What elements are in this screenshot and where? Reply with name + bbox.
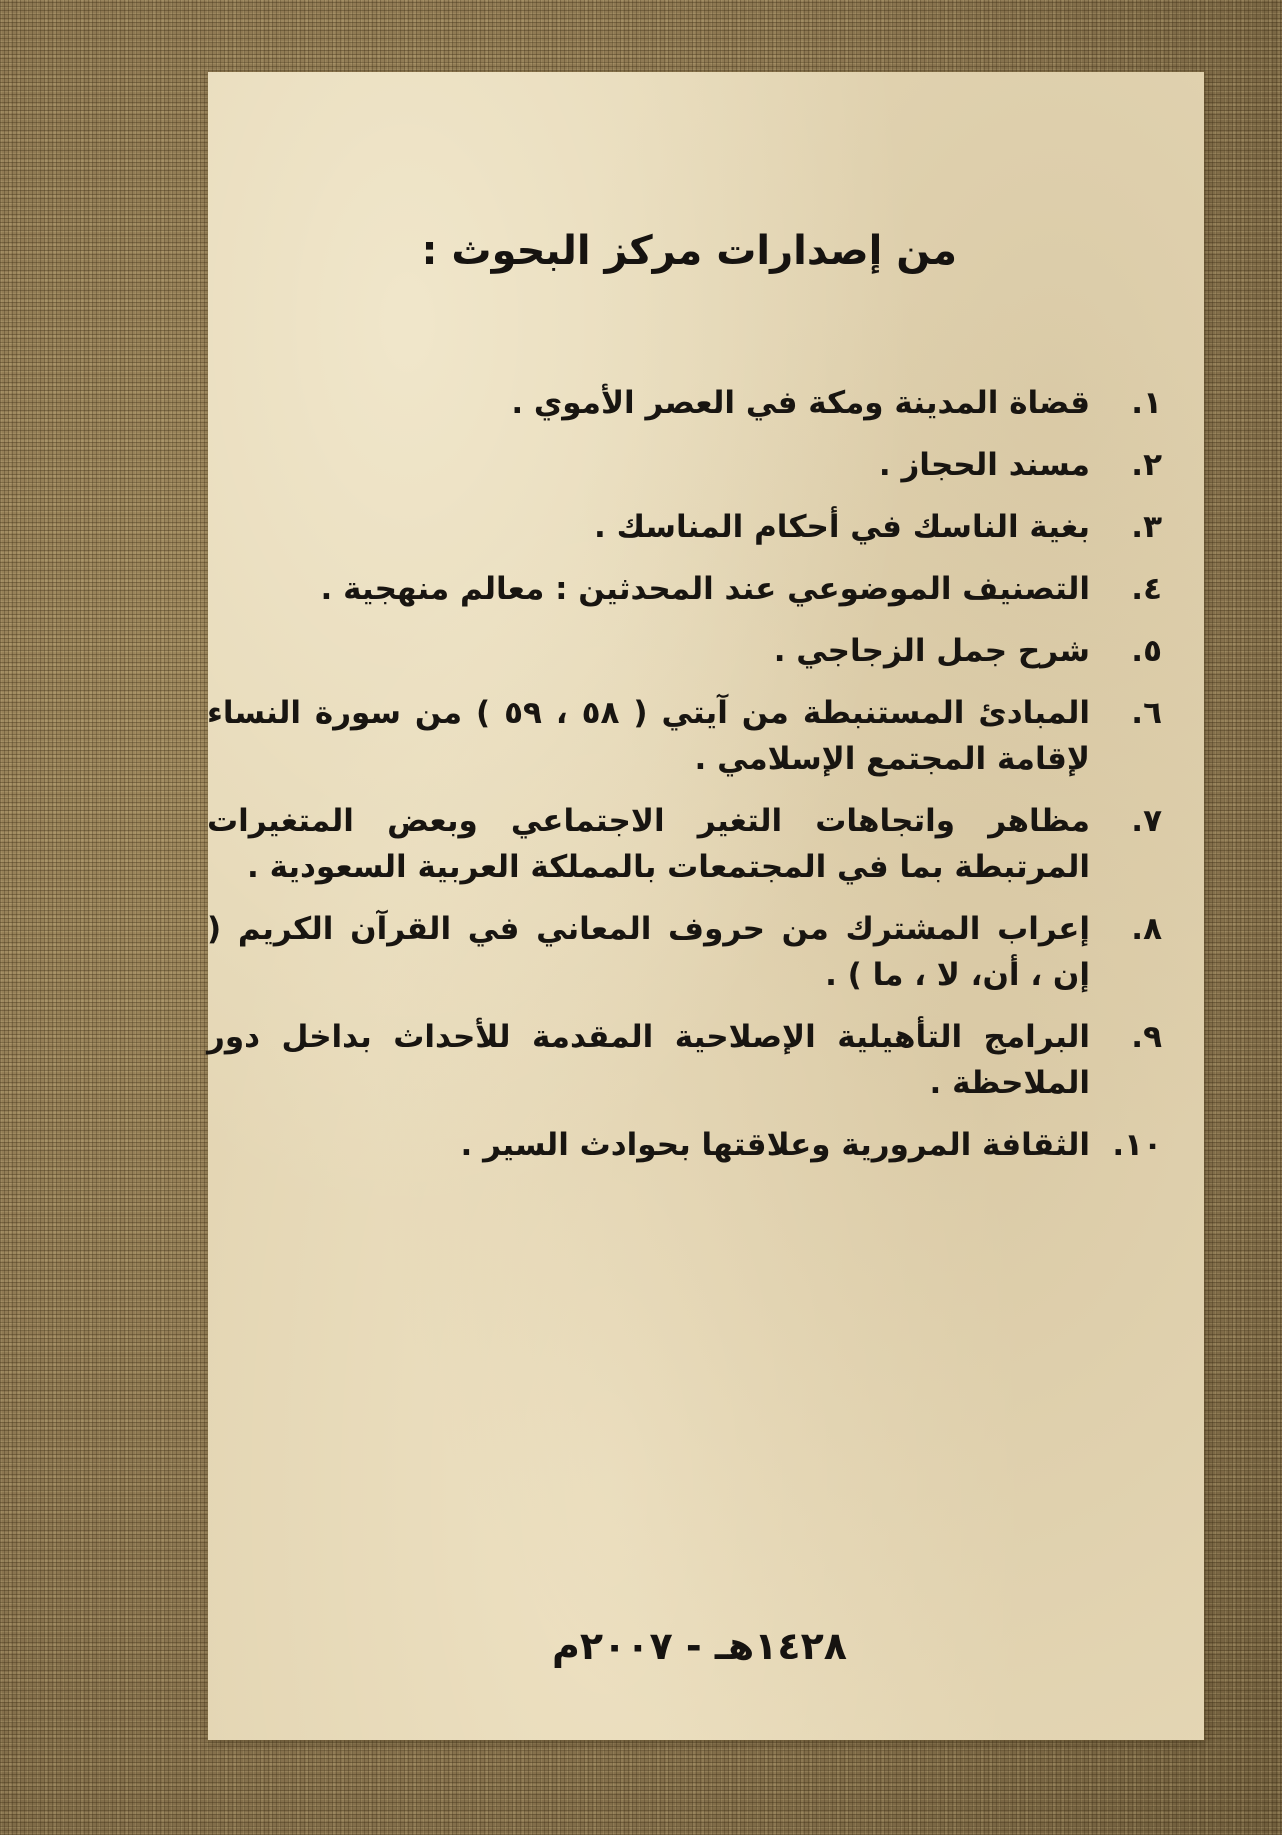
item-text: التصنيف الموضوعي عند المحدثين : معالم منهجية .	[320, 571, 1090, 607]
list-item	[207, 1122, 1162, 1168]
item-number: ١.	[1131, 385, 1162, 421]
item-text: شرح جمل الزجاجي .	[773, 633, 1090, 669]
list-item	[207, 628, 1162, 674]
item-text: الثقافة المرورية وعلاقتها بحوادث السير .	[460, 1127, 1090, 1163]
item-text: مظاهر واتجاهات التغير الاجتماعي وبعض المتغيرات المرتبطة بما في المجتمعات بالمملكة العربية السعودية .	[207, 803, 1090, 885]
item-number: ٢.	[1131, 447, 1162, 483]
list-item	[207, 504, 1162, 550]
list-item	[207, 906, 1162, 998]
list-item	[207, 798, 1162, 890]
page-title: من إصدارات مركز البحوث :	[421, 228, 957, 274]
list-item	[207, 1014, 1162, 1106]
item-number: ٩.	[1131, 1019, 1162, 1055]
item-number: ٦.	[1131, 695, 1162, 731]
item-number: ١٠.	[1112, 1127, 1162, 1163]
item-number: ٧.	[1131, 803, 1162, 839]
item-text: البرامج التأهيلية الإصلاحية المقدمة للأحداث بداخل دور الملاحظة .	[207, 1019, 1090, 1101]
publications-list	[207, 380, 1162, 1184]
item-text: مسند الحجاز .	[878, 447, 1090, 483]
item-text: إعراب المشترك من حروف المعاني في القرآن الكريم ( إن ، أن، لا ، ما ) .	[207, 911, 1090, 993]
publication-date: ١٤٢٨هـ - ٢٠٠٧م	[552, 1624, 847, 1668]
item-text: المبادئ المستنبطة من آيتي ( ٥٨ ، ٥٩ ) من سورة النساء لإقامة المجتمع الإسلامي .	[207, 695, 1090, 777]
list-item	[207, 566, 1162, 612]
list-item	[207, 690, 1162, 782]
item-text: بغية الناسك في أحكام المناسك .	[594, 509, 1090, 545]
item-number: ٨.	[1131, 911, 1162, 947]
item-number: ٣.	[1131, 509, 1162, 545]
item-text: قضاة المدينة ومكة في العصر الأموي .	[511, 385, 1090, 421]
item-number: ٥.	[1131, 633, 1162, 669]
list-item	[207, 442, 1162, 488]
list-item	[207, 380, 1162, 426]
item-number: ٤.	[1131, 571, 1162, 607]
